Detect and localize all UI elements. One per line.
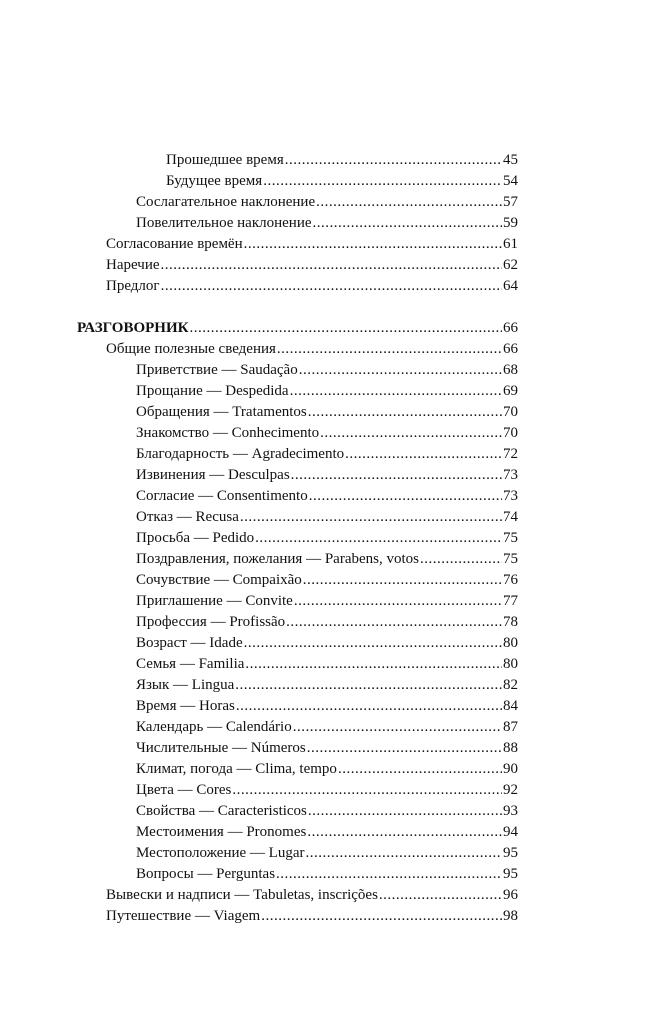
- toc-entry-title: Язык — Lingua: [136, 677, 235, 693]
- toc-entry-page: 80: [503, 656, 518, 672]
- toc-entry-page: 92: [503, 782, 518, 798]
- toc-section-title: РАЗГОВОРНИК: [77, 320, 189, 336]
- toc-entry-page: 72: [503, 446, 518, 462]
- toc-entry-page: 78: [503, 614, 518, 630]
- dot-leader: [277, 340, 502, 358]
- dot-leader: [255, 529, 502, 547]
- toc-entry-page: 95: [503, 845, 518, 861]
- toc-entry-title: Свойства — Caracteristicos: [136, 803, 307, 819]
- toc-entry-page: 75: [503, 551, 518, 567]
- toc-entry: [106, 277, 518, 295]
- dot-leader: [308, 802, 502, 820]
- toc-entry: [106, 886, 518, 904]
- toc-entry: [106, 340, 518, 358]
- dot-leader: [285, 151, 502, 169]
- dot-leader: [313, 214, 502, 232]
- dot-leader: [261, 907, 502, 925]
- dot-leader: [308, 403, 502, 421]
- toc-entry-page: 94: [503, 824, 518, 840]
- toc-entry: [136, 424, 518, 442]
- toc-entry-title: Прошедшее время: [166, 152, 284, 168]
- toc-entry-title: Сослагательное наклонение: [136, 194, 316, 210]
- dot-leader: [161, 277, 502, 295]
- dot-leader: [232, 781, 502, 799]
- dot-leader: [303, 571, 502, 589]
- toc-entry: [136, 634, 518, 652]
- dot-leader: [307, 823, 502, 841]
- toc-entry: [136, 361, 518, 379]
- dot-leader: [420, 550, 502, 568]
- toc-entry: [136, 592, 518, 610]
- toc-entry-title: Семья — Familia: [136, 656, 245, 672]
- toc-entry-page: 61: [503, 236, 518, 252]
- dot-leader: [309, 487, 502, 505]
- toc-entry-title: Местоположение — Lugar: [136, 845, 305, 861]
- toc-entry: [106, 235, 518, 253]
- toc-entry-title: Приглашение — Convite: [136, 593, 293, 609]
- toc-entry: [136, 802, 518, 820]
- toc-entry: [136, 193, 518, 211]
- toc-entry: [136, 487, 518, 505]
- toc-entry-title: Обращения — Tratamentos: [136, 404, 307, 420]
- toc-entry-page: 68: [503, 362, 518, 378]
- toc-entry-page: 66: [503, 320, 518, 336]
- dot-leader: [161, 256, 502, 274]
- toc-entry-page: 70: [503, 404, 518, 420]
- dot-leader: [286, 613, 502, 631]
- toc-entry-page: 84: [503, 698, 518, 714]
- toc-entry-title: Согласие — Consentimento: [136, 488, 308, 504]
- toc-entry-page: 75: [503, 530, 518, 546]
- dot-leader: [316, 193, 502, 211]
- dot-leader: [307, 739, 502, 757]
- dot-leader: [299, 361, 502, 379]
- toc-entry: [136, 718, 518, 736]
- toc-entry-title: Время — Horas: [136, 698, 235, 714]
- toc-entry: [136, 655, 518, 673]
- dot-leader: [320, 424, 502, 442]
- toc-entry: [136, 445, 518, 463]
- toc-entry-page: 57: [503, 194, 518, 210]
- toc-entry-page: 90: [503, 761, 518, 777]
- toc-entry-page: 76: [503, 572, 518, 588]
- toc-entry-page: 87: [503, 719, 518, 735]
- toc-entry: [136, 466, 518, 484]
- toc-entry-page: 59: [503, 215, 518, 231]
- toc-entry: [136, 844, 518, 862]
- toc-entry-title: Будущее время: [166, 173, 263, 189]
- toc-entry: [136, 508, 518, 526]
- toc-entry-page: 64: [503, 278, 518, 294]
- toc-entry-page: 88: [503, 740, 518, 756]
- toc-entry-page: 96: [503, 887, 518, 903]
- toc-entry-title: Сочувствие — Compaixão: [136, 572, 302, 588]
- toc-entry-title: Вывески и надписи — Tabuletas, inscrições: [106, 887, 378, 903]
- toc-entry: [136, 613, 518, 631]
- toc-entry: [136, 697, 518, 715]
- toc-entry-page: 77: [503, 593, 518, 609]
- dot-leader: [290, 382, 502, 400]
- dot-leader: [236, 697, 502, 715]
- toc-entry-title: Цвета — Cores: [136, 782, 232, 798]
- toc-entry: [136, 781, 518, 799]
- toc-entry: [166, 151, 518, 169]
- toc-entry: [106, 907, 518, 925]
- toc-entry: [166, 172, 518, 190]
- toc-entry-title: Климат, погода — Clima, tempo: [136, 761, 337, 777]
- dot-leader: [235, 676, 502, 694]
- dot-leader: [276, 865, 502, 883]
- dot-leader: [294, 592, 502, 610]
- toc-entry: [136, 823, 518, 841]
- dot-leader: [245, 655, 502, 673]
- toc-entry-title: Возраст — Idade: [136, 635, 243, 651]
- toc-entry-title: Согласование времён: [106, 236, 243, 252]
- dot-leader: [379, 886, 502, 904]
- toc-entry-title: Числительные — Números: [136, 740, 306, 756]
- toc-entry-title: Знакомство — Conhecimento: [136, 425, 320, 441]
- toc-entry: [136, 865, 518, 883]
- dot-leader: [190, 319, 502, 337]
- toc-entry-title: Местоимения — Pronomes: [136, 824, 307, 840]
- toc-entry-page: 93: [503, 803, 518, 819]
- toc-entry-page: 45: [503, 152, 518, 168]
- toc-entry-page: 54: [503, 173, 518, 189]
- toc-entry-title: Поздравления, пожелания — Parabens, votos: [136, 551, 419, 567]
- toc-entry-page: 73: [503, 467, 518, 483]
- toc-entry-title: Наречие: [106, 257, 160, 273]
- toc-entry-title: Благодарность — Agradecimento: [136, 446, 345, 462]
- toc-entry: [136, 403, 518, 421]
- toc-entry: [136, 676, 518, 694]
- toc-entry-title: Календарь — Calendário: [136, 719, 292, 735]
- toc-entry: [136, 739, 518, 757]
- toc-entry-page: 98: [503, 908, 518, 924]
- toc-entry-page: 95: [503, 866, 518, 882]
- dot-leader: [244, 235, 502, 253]
- toc-entry-title: Вопросы — Perguntas: [136, 866, 276, 882]
- toc-entry-title: Профессия — Profissão: [136, 614, 286, 630]
- toc-entry-page: 66: [503, 341, 518, 357]
- toc-entry: [106, 256, 518, 274]
- dot-leader: [263, 172, 502, 190]
- dot-leader: [345, 445, 502, 463]
- toc-entry-page: 62: [503, 257, 518, 273]
- dot-leader: [293, 718, 502, 736]
- dot-leader: [338, 760, 502, 778]
- dot-leader: [240, 508, 502, 526]
- dot-leader: [305, 844, 502, 862]
- toc-entry-title: Отказ — Recusa: [136, 509, 239, 525]
- toc-entry-page: 70: [503, 425, 518, 441]
- toc-entry-title: Просьба — Pedido: [136, 530, 255, 546]
- dot-leader: [244, 634, 502, 652]
- toc-entry-page: 82: [503, 677, 518, 693]
- toc-entry-page: 69: [503, 383, 518, 399]
- toc-entry-title: Общие полезные сведения: [106, 341, 276, 357]
- toc-entry-title: Приветствие — Saudação: [136, 362, 298, 378]
- dot-leader: [291, 466, 502, 484]
- toc-entry-title: Прощание — Despedida: [136, 383, 289, 399]
- toc-entry-title: Извинения — Desculpas: [136, 467, 290, 483]
- toc-entry: [136, 760, 518, 778]
- toc-entry-page: 74: [503, 509, 518, 525]
- toc-entry: [136, 571, 518, 589]
- toc-section-heading: [77, 319, 518, 337]
- toc-entry-title: Предлог: [106, 278, 160, 294]
- toc-entry: [136, 382, 518, 400]
- toc-entry-page: 73: [503, 488, 518, 504]
- toc-entry-title: Путешествие — Viagem: [106, 908, 261, 924]
- toc-entry: [136, 529, 518, 547]
- toc-entry-title: Повелительное наклонение: [136, 215, 312, 231]
- toc-entry: [136, 214, 518, 232]
- toc-entry: [136, 550, 518, 568]
- toc-entry-page: 80: [503, 635, 518, 651]
